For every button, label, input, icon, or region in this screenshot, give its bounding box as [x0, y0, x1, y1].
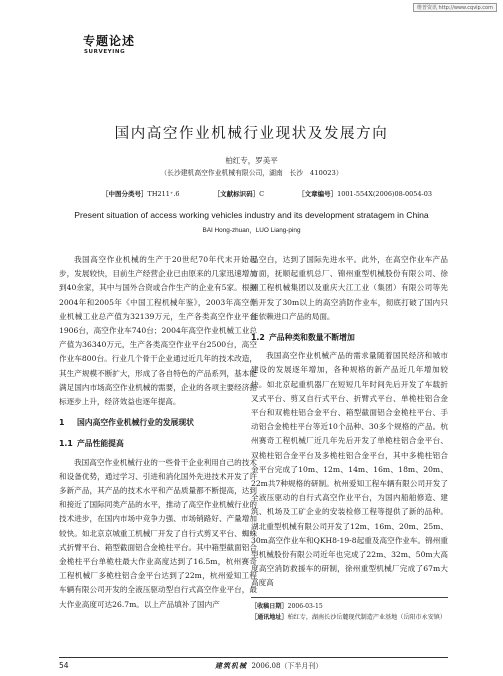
doc-code-entry — [214, 189, 264, 198]
affiliation-cn: （长沙建机高空作业机械有限公司，湖南 长沙 410023） — [160, 169, 343, 177]
subsection-number: 1.1 — [59, 439, 73, 449]
subsection-heading-text: 产品种类和数量不断增加 — [269, 333, 355, 343]
article-title-en: Present situation of access working vehicles industry and its development stratagem in China — [74, 210, 429, 220]
subsection-heading — [251, 331, 448, 345]
article-info-box — [251, 597, 448, 623]
article-id-label: ［文章编号］ — [298, 190, 338, 198]
section-title-cn: 专题论述 — [83, 34, 136, 48]
authors-cn: 柏红专，罗美平 — [225, 156, 278, 165]
article-id-value: 1001-554X(2006)08-0054-03 — [337, 190, 432, 198]
watermark-badge: 维普资讯 http://www.cqvip.com — [413, 3, 497, 12]
doc-code-label: ［文献标识码］ — [213, 190, 260, 198]
subsection-heading — [59, 437, 257, 451]
section-number: 1 — [59, 418, 65, 428]
paragraph: 我国高空作业机械产品的需求量随着国民经济和城市建设的发展逐年增加，各种规格的新产品近几年增加较快。如北京起重机器厂在短短几年时间先后开发了车载折叉式平台、剪叉自行式平台、折臂式平台、单桅柱铝合金平台和双桅柱铝合金平台、箱型截面铝合金桅柱平台、手动铝合金桅柱平台等近10个品种、30多个规格的产品。杭州赛奇工程机械厂近几年先后开发了单桅柱铝合金平台、双桅柱铝合金平台及多桅柱铝合金平台，其中多桅柱铝合金平台完成了10m、12m、14m、16m、18m、20m、22m共7种规格的研制。杭州爱知工程车辆有限公司开发了全液压驱动的自行式高空作业平台，为国内船舶修造、建筑、机场及工矿企业的安装检修工程等提供了新的品种。湖北重型机械有限公司开发了12m、16m、20m、25m、30m高空作业车和QKH8-19-8起重及高空作业车。锦州重型机械股份有限公司近年也完成了22m、32m、50m大高度高空消防救援车的研制，徐州重型机械厂完成了67m大高度高 — [251, 351, 448, 588]
article-id-entry — [298, 189, 432, 198]
clc-value: TH211⁺.6 — [147, 190, 180, 198]
footer-rule — [59, 657, 448, 658]
authors-en: BAI Hong-zhuan，LUO Liang-ping — [202, 227, 301, 234]
paragraph: 品空白，达到了国际先进水平。此外，在高空作业车产品方面，抚顺起重机总厂、锦州重型机械股份有限公司、徐州工程机械集团以及重庆大江工业（集团）有限公司等先后开发了30m以上的高空消防作业车，彻底打破了国内只能依赖进口产品的局面。 — [251, 255, 448, 321]
received-date — [251, 601, 448, 612]
correspondence-address — [251, 612, 448, 623]
received-value: 2006-03-15 — [287, 602, 323, 610]
paragraph: 我国高空作业机械行业的一些骨干企业利用自己的技术和设备优势，通过学习、引进和消化国外先进技术开发了许多新产品，其产品的技术水平和产品质量都不断提高，达到和接近了国际同类产品的水平，推动了高空作业机械行业的技术进步，在国内市场中竞争力强、市场销路好、产量增加较快。如北京京城重工机械厂开发了自行式剪叉平台、蜘蛛式折臂平台、箱型截面铝合金桅柱平台。其中箱型截面铝合金桅柱平台单桅柱最大作业高度达到了16.5m，杭州赛奇工程机械厂多桅柱铝合金平台达到了22m，杭州爱知工程车辆有限公司开发的全液压驱动型自行式高空作业平台，最大作业高度可达26.7m。以上产品填补了国内产 — [59, 457, 257, 609]
paragraph: 我国高空作业机械的生产于20世纪70年代末开始起步，发展较快，目前生产经营企业已由原来的几家迅速增加到40余家，其中与国外合资或合作生产的企业有5家。根据2004年和2005年《中国工程机械年鉴》，2003年高空作业机械工业总产值为32139万元，生产各类高空作业平台1906台，高空作业车740台；2004年高空作业机械工业总产值为36340万元，生产各类高空作业平台2500台，高空作业车800台。行业几个骨干企业通过近几年的技术改造，其生产规模不断扩大，形成了各自特色的产品系列，基本能满足国内市场高空作业机械的需要，企业的各项主要经济指标逐步上升，经济效益也逐年提高。 — [59, 255, 257, 407]
metadata-line — [102, 189, 432, 198]
article-title-cn: 国内高空作业机械行业现状及发展方向 — [114, 126, 389, 142]
page-number: 54 — [59, 661, 69, 670]
address-value: 柏红专，湖南长沙岳麓现代制造产业基地（岳阳市永安镇） — [287, 613, 446, 621]
address-label: ［通讯地址］ — [251, 613, 288, 621]
clc-label: ［中图分类号］ — [102, 190, 148, 198]
received-label: ［收稿日期］ — [251, 602, 288, 610]
subsection-number: 1.2 — [251, 333, 265, 343]
left-column — [59, 253, 257, 612]
clc-entry — [102, 189, 180, 198]
journal-name: 建筑机械 — [215, 661, 247, 670]
section-heading-text: 国内高空作业机械行业的发展现状 — [77, 418, 194, 428]
doc-code-value: C — [259, 190, 265, 198]
subsection-heading-text: 产品性能提高 — [77, 439, 124, 449]
journal-footer — [215, 661, 322, 671]
journal-issue: 2006.08（下半月刊） — [251, 662, 323, 670]
section-title-en: SURVEYING — [84, 49, 126, 55]
right-column — [251, 253, 448, 623]
section-heading — [59, 416, 257, 430]
